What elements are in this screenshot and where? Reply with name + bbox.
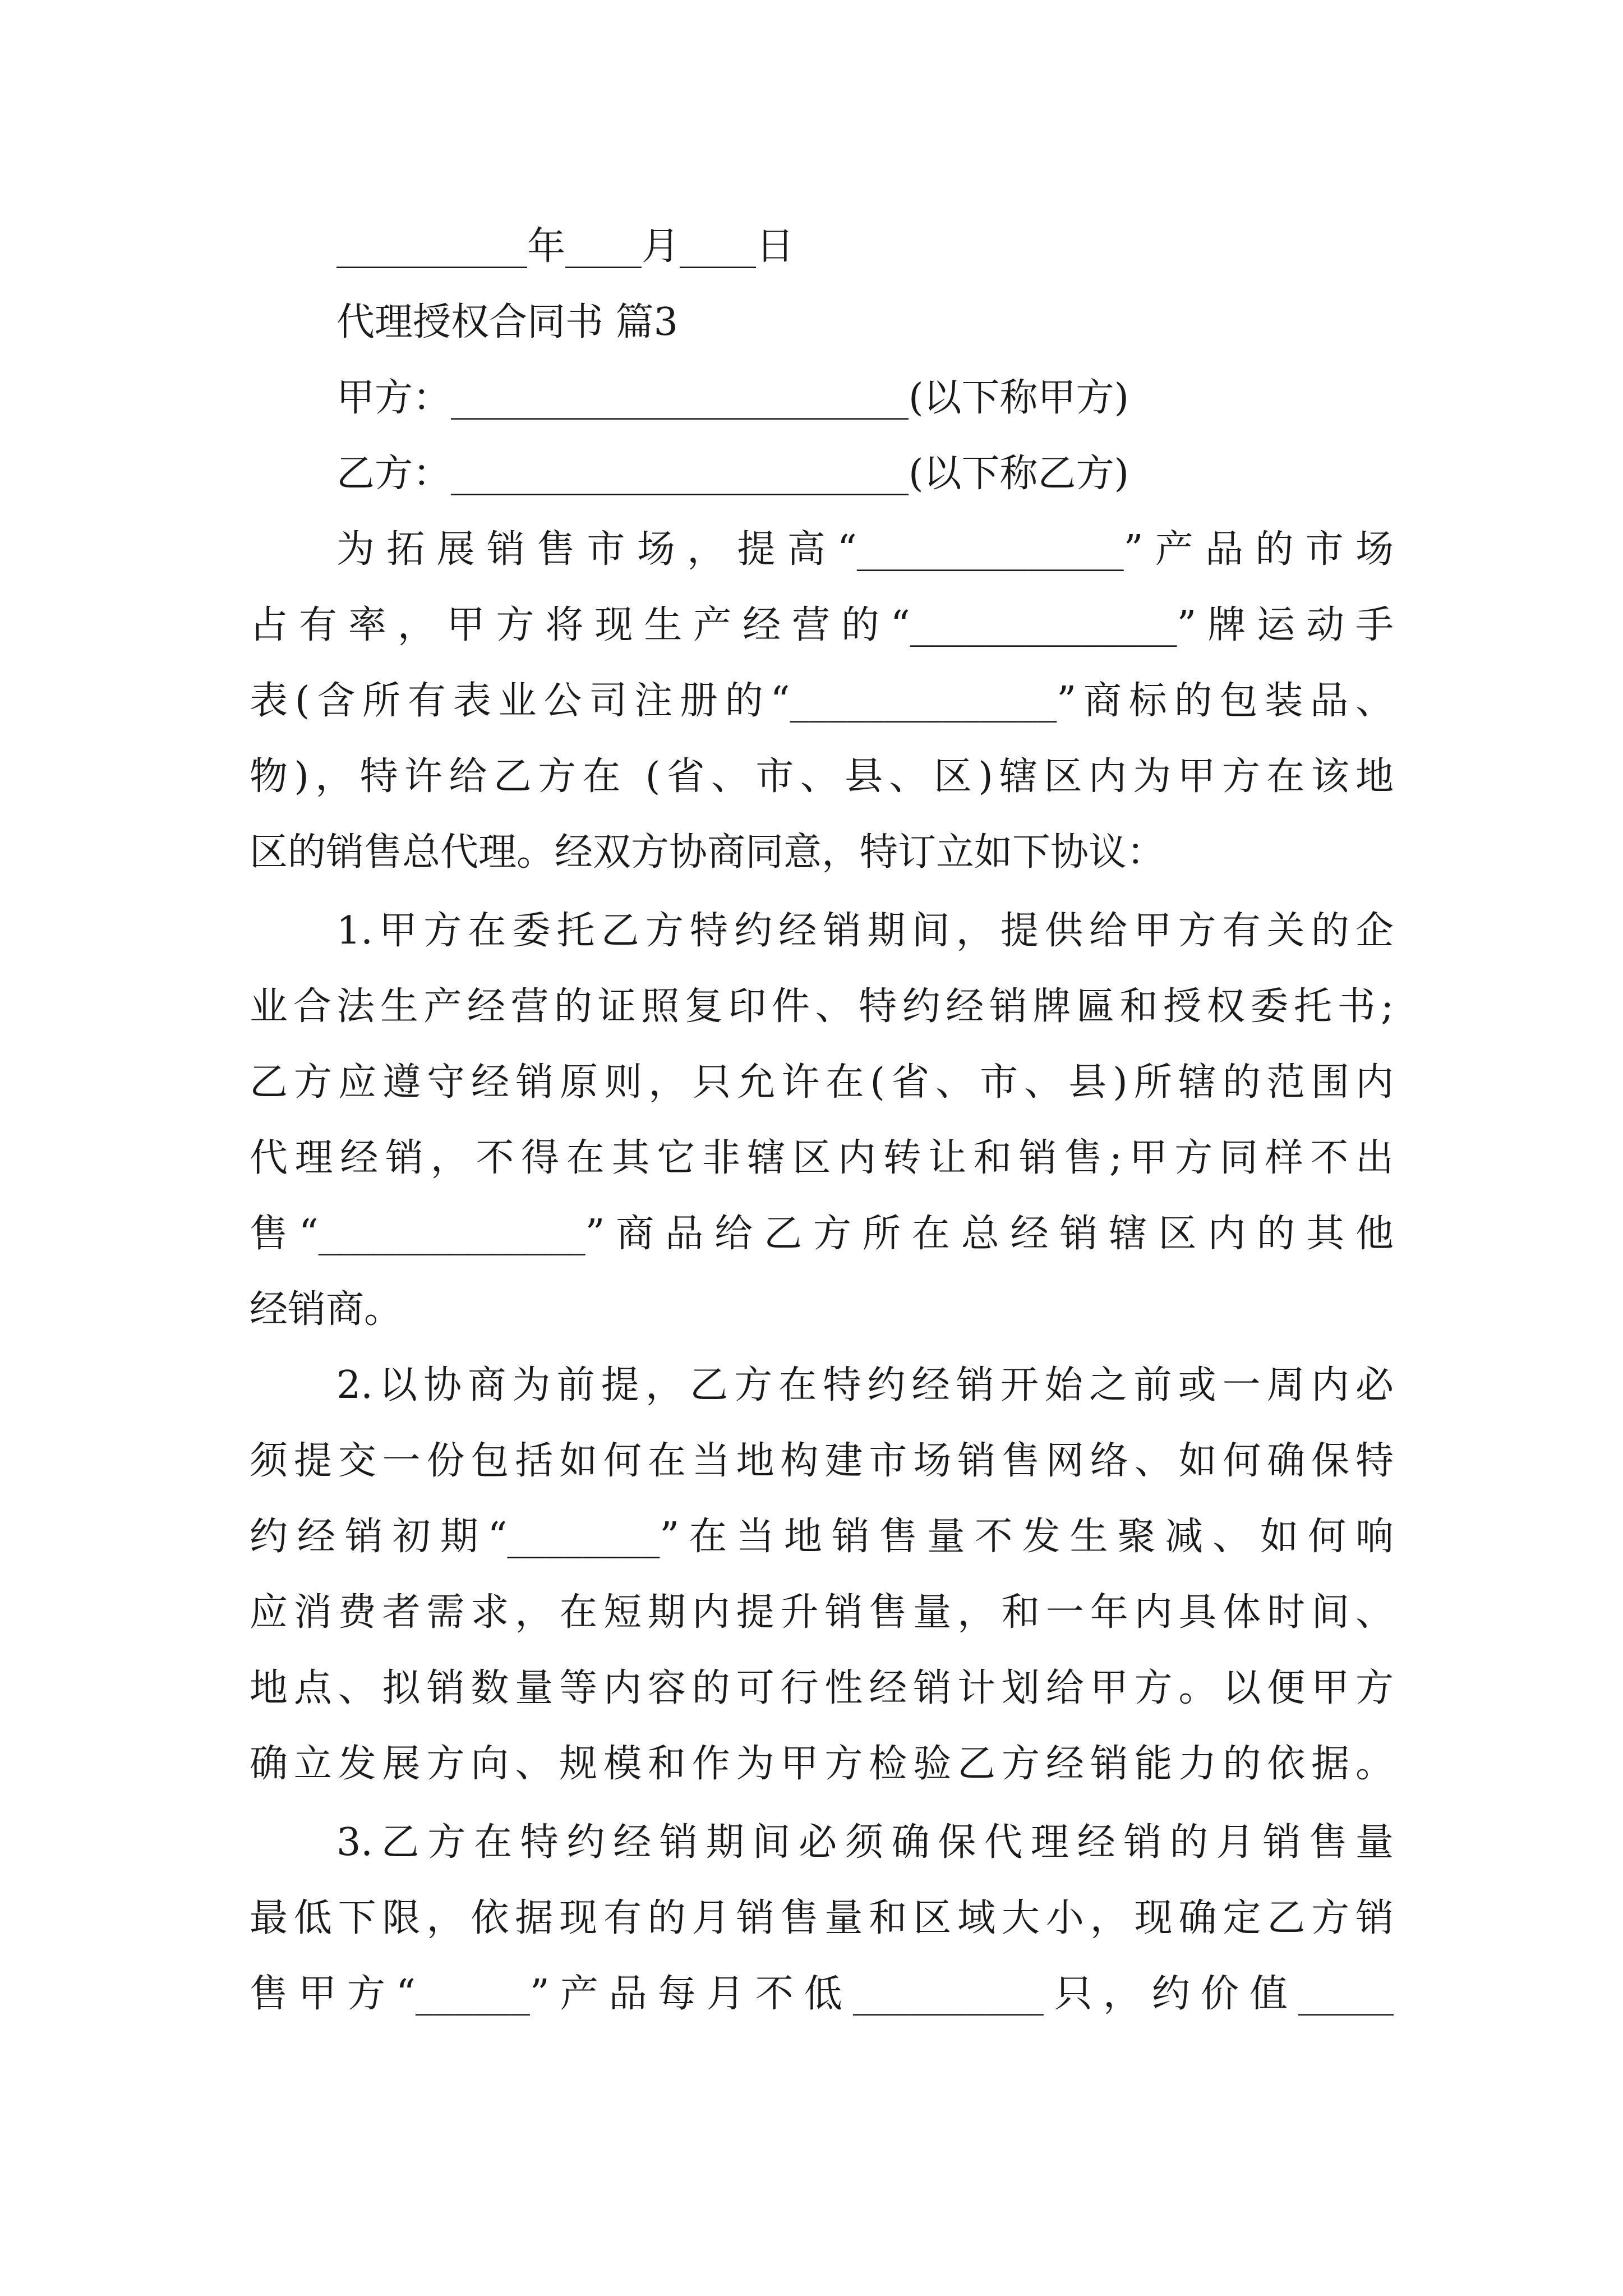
document-heading: 代理授权合同书 篇3 xyxy=(336,300,678,344)
party-a-line: 甲方：________________________(以下称甲方) xyxy=(336,376,1129,420)
paragraph-line: 物)，特许给乙方在 (省、市、县、区)辖区内为甲方在该地 xyxy=(250,754,1394,799)
paragraph-line: 应消费者需求，在短期内提升销售量，和一年内具体时间、 xyxy=(250,1590,1394,1635)
party-b-line: 乙方：________________________(以下称乙方) xyxy=(336,452,1129,496)
paragraph-line: 3.乙方在特约经销期间必须确保代理经销的月销售量 xyxy=(336,1820,1394,1865)
paragraph-line: 为拓展销售市场，提高“______________”产品的市场 xyxy=(336,527,1394,572)
paragraph-line: 须提交一份包括如何在当地构建市场销售网络、如何确保特 xyxy=(250,1439,1394,1483)
paragraph-line: 最低下限，依据现有的月销售量和区域大小，现确定乙方销 xyxy=(250,1896,1394,1940)
paragraph-line: 占有率，甲方将现生产经营的“______________”牌运动手 xyxy=(250,603,1394,647)
paragraph-line: 售甲方“______”产品每月不低__________只，约价值_____ xyxy=(250,1972,1394,2016)
paragraph-line: 经销商。 xyxy=(250,1287,403,1332)
paragraph-line: 约经销初期“________”在当地销售量不发生聚减、如何响 xyxy=(250,1515,1394,1559)
paragraph-line: 业合法生产经营的证照复印件、特约经销牌匾和授权委托书; xyxy=(250,984,1394,1029)
date-line: __________年____月____日 xyxy=(336,224,795,269)
paragraph-line: 2.以协商为前提，乙方在特约经销开始之前或一周内必 xyxy=(336,1363,1394,1407)
paragraph-line: 地点、拟销数量等内容的可行性经销计划给甲方。以便甲方 xyxy=(250,1666,1394,1710)
paragraph-line: 区的销售总代理。经双方协商同意，特订立如下协议： xyxy=(250,830,1165,875)
paragraph-line: 代理经销，不得在其它非辖区内转让和销售;甲方同样不出 xyxy=(250,1136,1394,1180)
paragraph-line: 乙方应遵守经销原则，只允许在(省、市、县)所辖的范围内 xyxy=(250,1060,1394,1105)
paragraph-line: 1.甲方在委托乙方特约经销期间，提供给甲方有关的企 xyxy=(336,909,1394,953)
paragraph-line: 表(含所有表业公司注册的“______________”商标的包装品、 xyxy=(250,679,1394,723)
paragraph-line: 确立发展方向、规模和作为甲方检验乙方经销能力的依据。 xyxy=(250,1742,1394,1786)
paragraph-line: 售“______________”商品给乙方所在总经销辖区内的其他 xyxy=(250,1212,1394,1256)
